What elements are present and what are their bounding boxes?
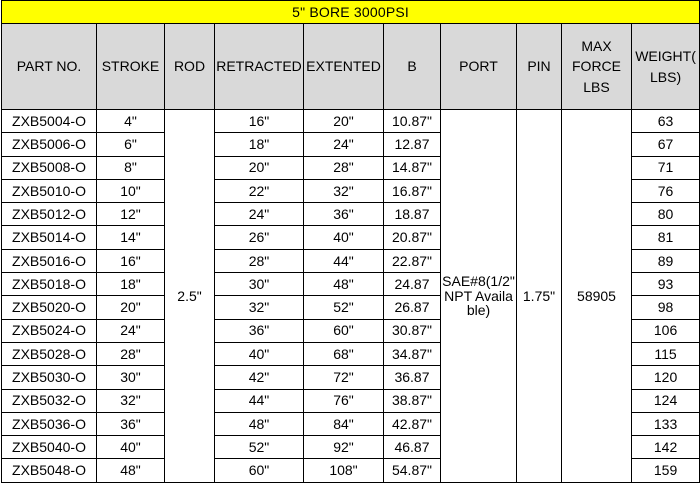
part-no-cell: ZXB5012-O [2,203,97,226]
extended-cell: 20" [304,110,384,133]
stroke-cell: 18" [97,273,165,296]
extended-cell: 48" [304,273,384,296]
b-cell: 12.87 [384,133,441,156]
stroke-cell: 4" [97,110,165,133]
extended-cell: 44" [304,249,384,272]
weight-cell: 98 [632,296,700,319]
stroke-cell: 28" [97,342,165,365]
retracted-cell: 42" [215,366,304,389]
weight-cell: 81 [632,226,700,249]
header-rod: ROD [165,24,215,110]
retracted-cell: 60" [215,459,304,482]
b-cell: 18.87 [384,203,441,226]
b-cell: 10.87" [384,110,441,133]
port-cell: SAE#8(1/2" NPT Available) [441,110,517,483]
weight-cell: 115 [632,342,700,365]
part-no-cell: ZXB5008-O [2,156,97,179]
retracted-cell: 20" [215,156,304,179]
weight-cell: 93 [632,273,700,296]
header-pin: PIN [517,24,562,110]
b-cell: 26.87 [384,296,441,319]
stroke-cell: 20" [97,296,165,319]
extended-cell: 76" [304,389,384,412]
weight-cell: 124 [632,389,700,412]
stroke-cell: 8" [97,156,165,179]
weight-cell: 76 [632,179,700,202]
retracted-cell: 48" [215,412,304,435]
b-cell: 30.87" [384,319,441,342]
stroke-cell: 36" [97,412,165,435]
retracted-cell: 40" [215,342,304,365]
stroke-cell: 6" [97,133,165,156]
max-force-cell: 58905 [562,110,632,483]
b-cell: 36.87 [384,366,441,389]
weight-cell: 142 [632,436,700,459]
weight-cell: 89 [632,249,700,272]
retracted-cell: 22" [215,179,304,202]
retracted-cell: 24" [215,203,304,226]
b-cell: 38.87" [384,389,441,412]
extended-cell: 72" [304,366,384,389]
pin-cell: 1.75" [517,110,562,483]
b-cell: 16.87" [384,179,441,202]
extended-cell: 68" [304,342,384,365]
weight-cell: 63 [632,110,700,133]
part-no-cell: ZXB5032-O [2,389,97,412]
b-cell: 34.87" [384,342,441,365]
header-stroke: STROKE [97,24,165,110]
b-cell: 54.87" [384,459,441,482]
b-cell: 24.87 [384,273,441,296]
part-no-cell: ZXB5040-O [2,436,97,459]
rod-cell: 2.5" [165,110,215,483]
retracted-cell: 30" [215,273,304,296]
extended-cell: 92" [304,436,384,459]
extended-cell: 32" [304,179,384,202]
part-no-cell: ZXB5006-O [2,133,97,156]
weight-cell: 67 [632,133,700,156]
spec-table [1,0,700,483]
weight-cell: 71 [632,156,700,179]
header-extended: EXTENTED [304,24,384,110]
stroke-cell: 14" [97,226,165,249]
part-no-cell: ZXB5014-O [2,226,97,249]
weight-cell: 133 [632,412,700,435]
stroke-cell: 30" [97,366,165,389]
retracted-cell: 26" [215,226,304,249]
header-max-force: MAX FORCE LBS [562,24,632,110]
header-b: B [384,24,441,110]
b-cell: 20.87" [384,226,441,249]
extended-cell: 28" [304,156,384,179]
stroke-cell: 24" [97,319,165,342]
header-retracted: RETRACTED [215,24,304,110]
stroke-cell: 48" [97,459,165,482]
b-cell: 46.87 [384,436,441,459]
part-no-cell: ZXB5010-O [2,179,97,202]
part-no-cell: ZXB5018-O [2,273,97,296]
retracted-cell: 36" [215,319,304,342]
header-part-no: PART NO. [2,24,97,110]
header-weight: WEIGHT( LBS) [632,24,700,110]
retracted-cell: 18" [215,133,304,156]
part-no-cell: ZXB5028-O [2,342,97,365]
weight-cell: 120 [632,366,700,389]
retracted-cell: 32" [215,296,304,319]
weight-cell: 106 [632,319,700,342]
part-no-cell: ZXB5004-O [2,110,97,133]
part-no-cell: ZXB5048-O [2,459,97,482]
weight-cell: 80 [632,203,700,226]
retracted-cell: 28" [215,249,304,272]
stroke-cell: 16" [97,249,165,272]
part-no-cell: ZXB5020-O [2,296,97,319]
b-cell: 14.87" [384,156,441,179]
extended-cell: 36" [304,203,384,226]
extended-cell: 60" [304,319,384,342]
table-title: 5" BORE 3000PSI [2,1,700,24]
extended-cell: 40" [304,226,384,249]
part-no-cell: ZXB5024-O [2,319,97,342]
extended-cell: 108" [304,459,384,482]
retracted-cell: 52" [215,436,304,459]
retracted-cell: 44" [215,389,304,412]
stroke-cell: 10" [97,179,165,202]
table-row [2,110,700,133]
extended-cell: 24" [304,133,384,156]
stroke-cell: 40" [97,436,165,459]
part-no-cell: ZXB5016-O [2,249,97,272]
header-port: PORT [441,24,517,110]
extended-cell: 52" [304,296,384,319]
stroke-cell: 32" [97,389,165,412]
b-cell: 42.87" [384,412,441,435]
b-cell: 22.87" [384,249,441,272]
extended-cell: 84" [304,412,384,435]
stroke-cell: 12" [97,203,165,226]
part-no-cell: ZXB5036-O [2,412,97,435]
weight-cell: 159 [632,459,700,482]
retracted-cell: 16" [215,110,304,133]
part-no-cell: ZXB5030-O [2,366,97,389]
table-body [2,110,700,483]
